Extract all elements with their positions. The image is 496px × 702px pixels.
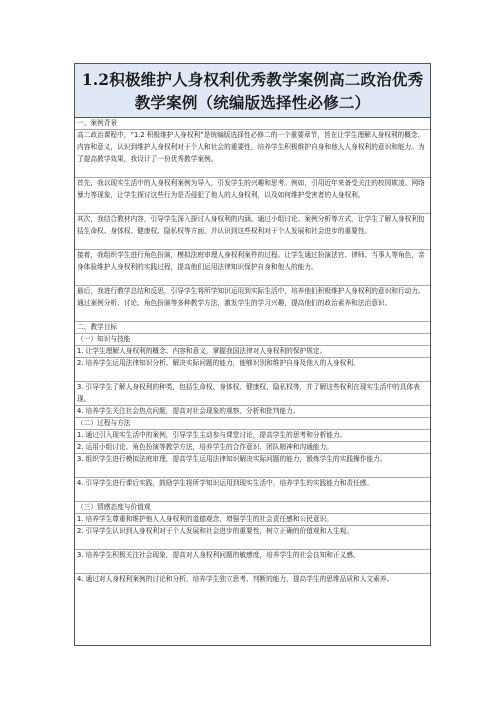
table-row: 3. 组织学生进行模拟法庭审理，提高学生运用法律知识解决实际问题的能力，锻炼学生的实践操作能力。 (75, 454, 430, 478)
table-row: 4. 培养学生关注社会热点问题，提高对社会现象的观察、分析和批判能力。 (75, 406, 430, 418)
table-row: 1. 让学生理解人身权利的概念、内容和意义，掌握我国法律对人身权利的保护规定。 (75, 346, 430, 358)
table-row: 二、教学目标 (75, 322, 430, 334)
table-row: 2. 引导学生认识到人身权利对于个人发展和社会进步的重要性，树立正确的价值观和人生观。 (75, 526, 430, 550)
table-row: 高二政治课程中，“1.2 积极维护人身权利”是统编版选择性必修二的一个重要章节，旨在让学生理解人身权利的概念、内容和意义，认识到维护人身权利对于个人和社会的重要性，培养学生积极维护自身和他人人身权利的意识和能力。为了提高教学效果，我设计了一份优秀教学案例。 (75, 130, 430, 178)
table-row: 1. 通过引入现实生活中的案例，引导学生主动参与课堂讨论，提高学生的思考和分析能力。 (75, 430, 430, 442)
document-body (75, 118, 430, 598)
table-row: 1. 培养学生尊重和维护他人人身权利的道德观念，增强学生的社会责任感和公民意识。 (75, 514, 430, 526)
table-row: 2. 运用小组讨论、角色扮演等教学方法，培养学生的合作意识、团队精神和沟通能力。 (75, 442, 430, 454)
table-row: （三）情感态度与价值观 (75, 502, 430, 514)
table-row: 首先，我以现实生活中的人身权利案例为导入，引发学生的兴趣和思考。例如，引用近年来备受关注的校园欺凌、网络暴力等现象，让学生探讨这些行为是否侵犯了他人的人身权利，以及如何维护受害者的人身权利。 (75, 178, 430, 214)
table-row: 3. 培养学生积极关注社会现象，提高对人身权利问题的敏感度，培养学生的社会良知和正义感。 (75, 550, 430, 574)
table-row: 4. 通过对人身权利案例的讨论和分析，培养学生独立思考、判断的能力，提高学生的思维品质和人文素养。 (77, 575, 394, 583)
table-row: （二）过程与方法 (75, 418, 430, 430)
table-row: 一、案例背景 (75, 118, 430, 130)
document-title: 1.2积极维护人身权利优秀教学案例高二政治优秀教学案例（统编版选择性必修二） (75, 64, 430, 118)
table-row: 4. 引导学生进行课后实践，鼓励学生将所学知识运用到现实生活中，培养学生的实践能力和责任感。 (75, 478, 430, 502)
table-row: 3. 引导学生了解人身权利的种类，包括生命权、身体权、健康权、隐私权等，并了解这些权利在现实生活中的具体表现。 (75, 382, 430, 406)
table-row: 最后，我进行教学总结和反思，引导学生将所学知识运用到实际生活中，培养他们积极维护人身权利的意识和行动力。通过案例分析、讨论、角色扮演等多种教学方法，激发学生的学习兴趣，提高他们的政治素养和法治意识。 (75, 286, 430, 322)
table-row: 2. 培养学生运用法律知识分析、解决实际问题的能力，能够识别和维护自身及他人的人身权利。 (75, 358, 430, 382)
table-row: 接着，我组织学生进行角色扮演，模拟法庭审理人身权利案件的过程。让学生通过扮演法官、律师、当事人等角色，亲身体验维护人身权利的实践过程，提高他们运用法律知识保护自身和他人的能力。 (75, 250, 430, 286)
table-row: （一）知识与技能 (75, 334, 430, 346)
document-table (74, 63, 431, 646)
table-row: 其次，我结合教材内容，引导学生深入探讨人身权利的内涵。通过小组讨论、案例分析等方式，让学生了解人身权利包括生命权、身体权、健康权、隐私权等方面，并认识到这些权利对于个人发展和社会进步的重要性。 (75, 214, 430, 250)
